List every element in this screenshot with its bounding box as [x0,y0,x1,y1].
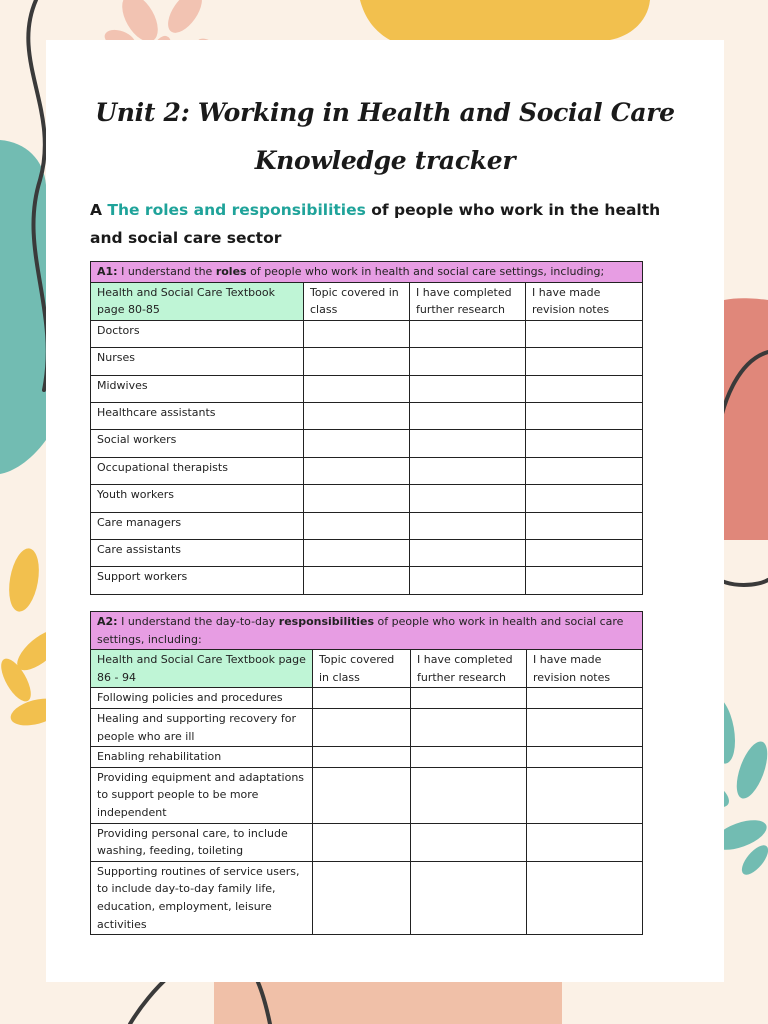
table-header-row [91,262,643,283]
worksheet-page [46,40,724,982]
table-row [91,823,643,861]
column-header-revision-notes: I have made revision notes [527,650,643,688]
table-header-row [91,612,643,650]
checkbox-cell[interactable] [527,861,643,934]
checkbox-cell[interactable] [527,688,643,709]
checkbox-cell[interactable] [527,823,643,861]
table-intro [91,262,643,283]
row-label: Nurses [91,348,304,375]
table-row [91,747,643,768]
table-intro-bold: roles [215,265,247,278]
column-header-textbook: Health and Social Care Textbook page 80-85 [91,282,304,320]
page-title: Unit 2: Working in Health and Social Care [95,98,675,127]
row-label: Doctors [91,320,304,347]
checkbox-cell[interactable] [526,485,643,512]
checkbox-cell[interactable] [304,485,410,512]
checkbox-cell[interactable] [313,861,411,934]
column-header-row [91,282,643,320]
checkbox-cell[interactable] [304,430,410,457]
section-heading-rest: of people who work in the health and social care sector [90,201,661,247]
row-label: Enabling rehabilitation [91,747,313,768]
table-row [91,320,643,347]
checkbox-cell[interactable] [526,430,643,457]
table-intro-post: of people who work in health and social care settings, including; [250,265,605,278]
table-code: A2: [97,615,118,628]
checkbox-cell[interactable] [526,457,643,484]
column-header-row [91,650,643,688]
table-row [91,430,643,457]
coral-blob-shape [724,298,768,540]
column-header-topic-covered: Topic covered in class [304,282,410,320]
checkbox-cell[interactable] [304,348,410,375]
checkbox-cell[interactable] [304,375,410,402]
checkbox-cell[interactable] [526,402,643,429]
checkbox-cell[interactable] [411,708,527,746]
table-row [91,708,643,746]
page-subtitle: Knowledge tracker [254,146,516,175]
checkbox-cell[interactable] [411,747,527,768]
checkbox-cell[interactable] [304,320,410,347]
table-row [91,375,643,402]
checkbox-cell[interactable] [410,402,526,429]
table-intro-post: of people who work in health and social care settings, including: [97,615,624,646]
table-row [91,767,643,823]
table-intro-pre: I understand the [121,265,213,278]
table-row [91,861,643,934]
row-label: Social workers [91,430,304,457]
checkbox-cell[interactable] [410,320,526,347]
checkbox-cell[interactable] [527,747,643,768]
checkbox-cell[interactable] [526,539,643,566]
table-row [91,348,643,375]
table-intro [91,612,643,650]
checkbox-cell[interactable] [304,567,410,594]
row-label: Supporting routines of service users, to include day-to-day family life, education, employment, leisure activities [91,861,313,934]
checkbox-cell[interactable] [527,767,643,823]
checkbox-cell[interactable] [304,402,410,429]
checkbox-cell[interactable] [411,688,527,709]
checkbox-cell[interactable] [410,348,526,375]
checkbox-cell[interactable] [410,567,526,594]
responsibilities-tracker-table [90,611,643,935]
checkbox-cell[interactable] [526,375,643,402]
checkbox-cell[interactable] [304,457,410,484]
column-header-further-research: I have completed further research [411,650,527,688]
checkbox-cell[interactable] [410,375,526,402]
row-label: Support workers [91,567,304,594]
checkbox-cell[interactable] [410,457,526,484]
checkbox-cell[interactable] [411,767,527,823]
checkbox-cell[interactable] [527,708,643,746]
table-intro-bold: responsibilities [278,615,375,628]
section-letter: A [90,201,102,219]
roles-tracker-table [90,261,643,595]
checkbox-cell[interactable] [313,688,411,709]
row-label: Providing personal care, to include washing, feeding, toileting [91,823,313,861]
row-label: Youth workers [91,485,304,512]
checkbox-cell[interactable] [526,348,643,375]
section-heading [90,196,670,252]
table-intro-pre: I understand the day-to-day [121,615,276,628]
row-label: Care assistants [91,539,304,566]
checkbox-cell[interactable] [411,823,527,861]
column-header-further-research: I have completed further research [410,282,526,320]
table-row [91,512,643,539]
checkbox-cell[interactable] [313,747,411,768]
row-label: Healing and supporting recovery for people who are ill [91,708,313,746]
checkbox-cell[interactable] [313,823,411,861]
row-label: Providing equipment and adaptations to support people to be more independent [91,767,313,823]
mustard-blob-shape [360,0,650,40]
checkbox-cell[interactable] [410,485,526,512]
checkbox-cell[interactable] [526,320,643,347]
table-code: A1: [97,265,118,278]
checkbox-cell[interactable] [410,430,526,457]
section-highlight: The roles and responsibilities [107,201,366,219]
row-label: Occupational therapists [91,457,304,484]
column-header-textbook: Health and Social Care Textbook page 86 - 94 [91,650,313,688]
row-label: Healthcare assistants [91,402,304,429]
table-row [91,688,643,709]
column-header-topic-covered: Topic covered in class [313,650,411,688]
row-label: Following policies and procedures [91,688,313,709]
checkbox-cell[interactable] [313,708,411,746]
checkbox-cell[interactable] [526,567,643,594]
table-row [91,485,643,512]
table-row [91,567,643,594]
row-label: Care managers [91,512,304,539]
checkbox-cell[interactable] [304,539,410,566]
checkbox-cell[interactable] [526,512,643,539]
table-row [91,539,643,566]
table-row [91,402,643,429]
row-label: Midwives [91,375,304,402]
checkbox-cell[interactable] [410,539,526,566]
checkbox-cell[interactable] [304,512,410,539]
column-header-revision-notes: I have made revision notes [526,282,643,320]
table-row [91,457,643,484]
checkbox-cell[interactable] [410,512,526,539]
checkbox-cell[interactable] [313,767,411,823]
checkbox-cell[interactable] [411,861,527,934]
